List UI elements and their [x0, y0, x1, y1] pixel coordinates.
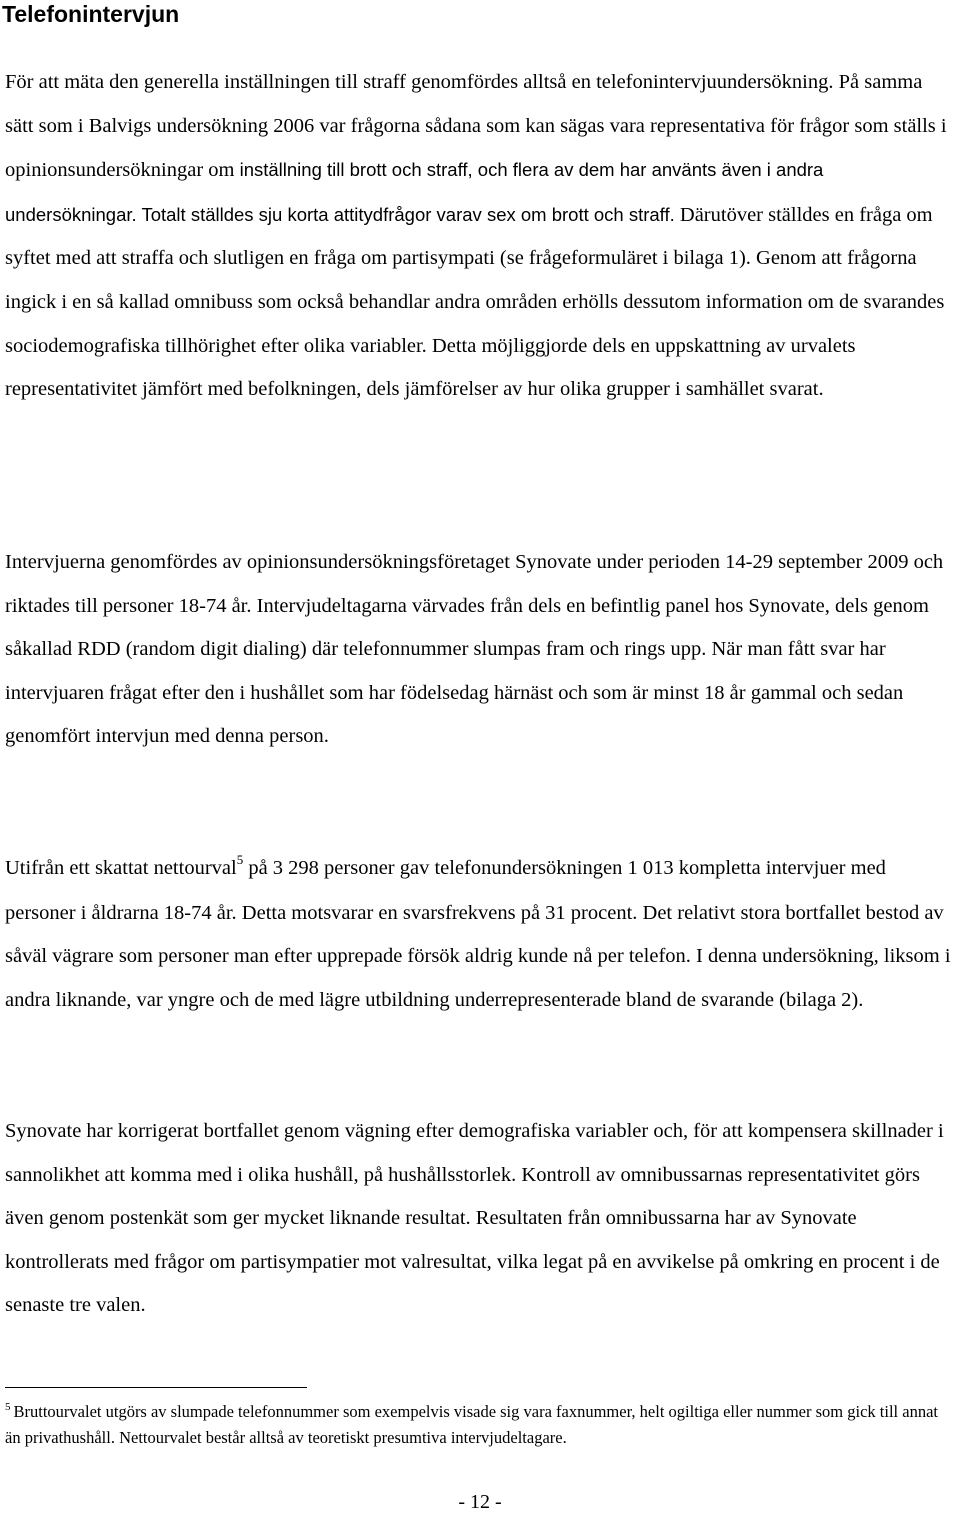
paragraph-method-part1: För att mäta den generella inställningen till straff genomfördes alltså en telefonintervjuundersökning. På samma sätt som i Balvigs undersökning 2006 var frågorna sådana som kan sägas vara representativa för frågor som ställs i opinionsundersökningar om — [5, 71, 947, 182]
footnote-divider — [5, 1387, 307, 1388]
footnote — [5, 1400, 945, 1449]
footnote-text: Bruttourvalet utgörs av slumpade telefonnummer som exempelvis visade sig vara faxnummer, helt ogiltiga eller nummer som gick till annat än privathushåll. Nettourvalet består alltså av teoretiskt presumtiva intervjudeltagare. — [5, 1402, 938, 1447]
section-heading: Telefonintervjun — [2, 1, 180, 27]
paragraph-response-rate-start: Utifrån ett skattat nettourval — [5, 857, 237, 879]
paragraph-weighting: Synovate har korrigerat bortfallet genom vägning efter demografiska variabler och, för att kompensera skillnader i sannolikhet att komma med i olika hushåll, på hushållsstorlek. Kontroll av omnibussarnas representativitet görs även genom postenkät som ger mycket liknande resultat. Resultaten från omnibussarna har av Synovate kontrollerats med frågor om partisympatier mot valresultat, vilka legat på en avvikelse på omkring en procent i de senaste tre valen. — [5, 1120, 944, 1317]
paragraph-response-rate — [5, 847, 955, 1022]
paragraph-method — [5, 61, 955, 412]
footnote-reference[interactable]: 5 — [236, 852, 244, 867]
paragraph-interviews: Intervjuerna genomfördes av opinionsundersökningsföretaget Synovate under perioden 14-29 september 2009 och riktades till personer 18-74 år. Intervjudeltagarna värvades från dels en befintlig panel hos Synovate, dels genom såkallad RDD (random digit dialing) där telefonnummer slumpas fram och rings upp. När man fått svar har intervjuaren frågat efter den i hushållet som har födelsedag härnäst och som är minst 18 år gammal och sedan genomfört intervjun med denna person. — [5, 551, 944, 748]
footnote-number: 5 — [5, 1401, 11, 1413]
page-number: - 12 - — [458, 1491, 502, 1513]
paragraph-method-part2: inställning till brott och straff, och flera av dem har använts även i andra undersökningar. Totalt ställdes sju korta attitydfrågor varav sex om brott och straff. — [5, 159, 824, 225]
paragraph-method-part3: Därutöver ställdes en fråga om syftet med att straffa och slutligen en fråga om partisympati (se frågeformuläret i bilaga 1). Genom att frågorna ingick i en så kallad omnibuss som också behandlar andra områden erhölls dessutom information om de svarandes sociodemografiska tillhörighet efter olika variabler. Detta möjliggjorde dels en uppskattning av urvalets representativitet jämfört med befolkningen, dels jämförelser av hur olika grupper i samhället svarat. — [5, 203, 945, 401]
paragraph-response-rate-rest: på 3 298 personer gav telefonundersökningen 1 013 kompletta intervjuer med personer i åldrarna 18-74 år. Detta motsvarar en svarsfrekvens på 31 procent. Det relativt stora bortfallet bestod av såväl vägrare som personer man efter upprepade försök aldrig kunde nå per telefon. I denna undersökning, liksom i andra liknande, var yngre och de med lägre utbildning underrepresenterade bland de svarande (bilaga 2). — [5, 857, 951, 1011]
